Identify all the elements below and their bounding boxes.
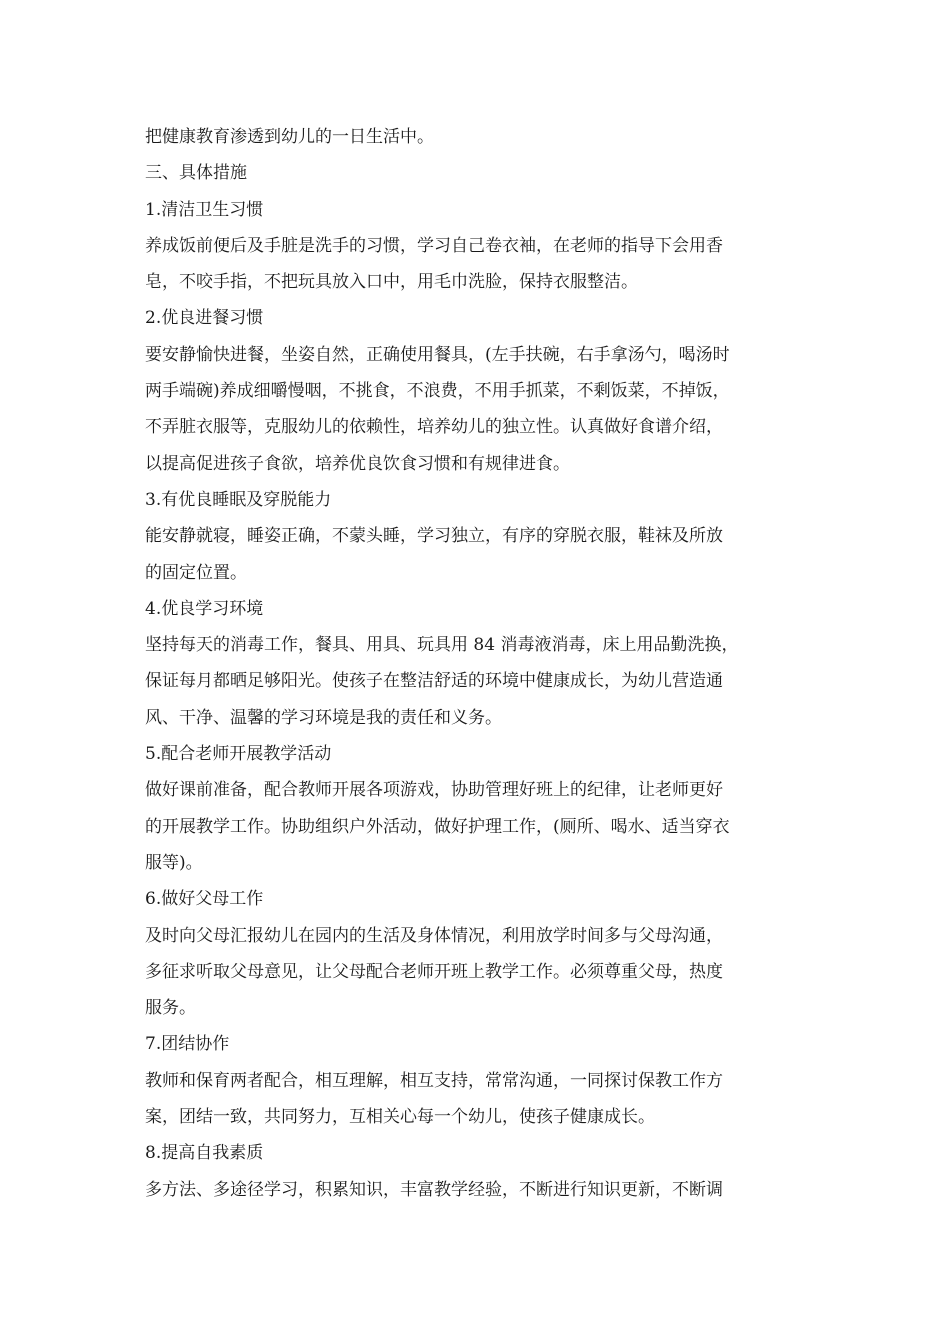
- text-line: 要安静愉快进餐，坐姿自然，正确使用餐具，(左手扶碗，右手拿汤勺，喝汤时: [145, 344, 730, 365]
- document-body: [145, 119, 810, 1208]
- text-line: 以提高促进孩子食欲，培养优良饮食习惯和有规律进食。: [145, 453, 570, 474]
- text-line: 案，团结一致，共同努力，互相关心每一个幼儿，使孩子健康成长。: [145, 1107, 655, 1128]
- text-line: 做好课前准备，配合教师开展各项游戏，协助管理好班上的纪律，让老师更好: [145, 780, 723, 801]
- text-line: 两手端碗)养成细嚼慢咽，不挑食，不浪费，不用手抓菜，不剩饭菜，不掉饭，: [145, 381, 730, 402]
- text-line: 把健康教育渗透到幼儿的一日生活中。: [145, 127, 434, 147]
- subheading: 3.有优良睡眠及穿脱能力: [145, 489, 332, 510]
- text-line: 坚持每天的消毒工作，餐具、用具、玩具用 84 消毒液消毒，床上用品勤洗换，: [145, 635, 739, 656]
- text-line: 养成饭前便后及手脏是洗手的习惯，学习自己卷衣袖，在老师的指导下会用香: [145, 235, 723, 256]
- text-line: 不弄脏衣服等，克服幼儿的依赖性，培养幼儿的独立性。认真做好食谱介绍，: [145, 417, 723, 438]
- subheading: 4.优良学习环境: [145, 598, 264, 619]
- text-line: 多方法、多途径学习，积累知识，丰富教学经验，不断进行知识更新，不断调: [145, 1179, 723, 1200]
- subheading: 6.做好父母工作: [145, 889, 264, 910]
- subheading: 7.团结协作: [145, 1034, 230, 1055]
- text-line: 多征求听取父母意见，让父母配合老师开班上教学工作。必须尊重父母，热度: [145, 961, 723, 982]
- subheading: 8.提高自我素质: [145, 1143, 264, 1164]
- text-line: 风、干净、温馨的学习环境是我的责任和义务。: [145, 707, 502, 728]
- text-line: 服务。: [145, 998, 196, 1019]
- text-line: 的开展教学工作。协助组织户外活动，做好护理工作，(厕所、喝水、适当穿衣: [145, 816, 730, 837]
- text-line: 保证每月都晒足够阳光。使孩子在整洁舒适的环境中健康成长，为幼儿营造通: [145, 671, 723, 692]
- text-line: 皂，不咬手指，不把玩具放入口中，用毛巾洗脸，保持衣服整洁。: [145, 272, 638, 293]
- text-line: 及时向父母汇报幼儿在园内的生活及身体情况，利用放学时间多与父母沟通，: [145, 925, 723, 946]
- text-line: 教师和保育两者配合，相互理解，相互支持，常常沟通，一同探讨保教工作方: [145, 1070, 723, 1091]
- subheading: 2.优良进餐习惯: [145, 308, 264, 329]
- subheading: 5.配合老师开展教学活动: [145, 744, 332, 765]
- text-line: 服等)。: [145, 852, 203, 873]
- subheading: 1.清洁卫生习惯: [145, 199, 264, 220]
- text-line: 的固定位置。: [145, 562, 247, 583]
- text-line: 能安静就寝，睡姿正确，不蒙头睡，学习独立，有序的穿脱衣服，鞋袜及所放: [145, 526, 723, 547]
- section-heading: 三、具体措施: [145, 163, 247, 184]
